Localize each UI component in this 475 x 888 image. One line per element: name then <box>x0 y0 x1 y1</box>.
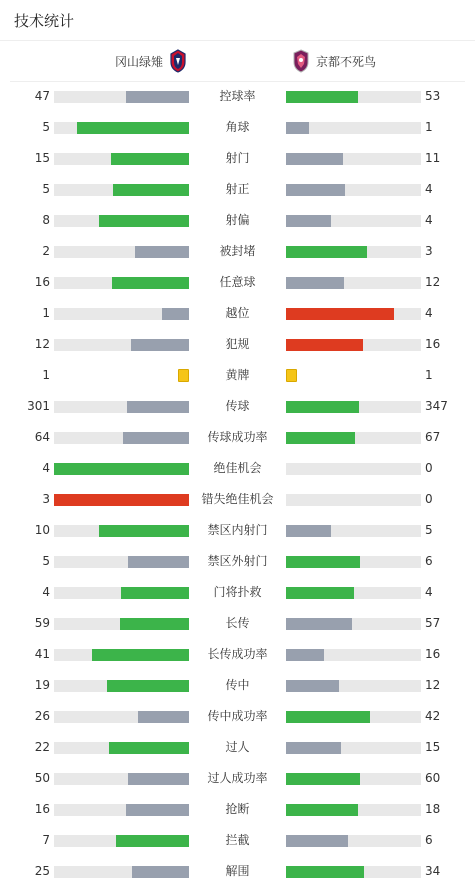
stats-header <box>0 0 475 41</box>
stat-label: 拦截 <box>225 833 250 847</box>
away-stat-bar-fill <box>286 246 367 258</box>
stat-label: 传中成功率 <box>207 709 268 723</box>
home-stat-bar <box>54 835 189 847</box>
away-stat-bar <box>286 432 421 444</box>
home-stat-value: 5 <box>42 554 50 568</box>
stat-label: 禁区内射门 <box>207 523 268 537</box>
teams-bar <box>10 41 465 82</box>
away-stat-bar-fill <box>286 866 364 878</box>
home-stat-bar <box>54 339 189 351</box>
home-stat-value: 5 <box>42 182 50 196</box>
stat-row <box>0 174 475 205</box>
stat-row <box>0 794 475 825</box>
home-stat-value: 50 <box>34 771 50 785</box>
away-stat-bar-fill <box>286 215 331 227</box>
home-team-crest-icon <box>169 49 187 73</box>
stat-label: 控球率 <box>219 89 256 103</box>
home-stat-bar-fill <box>116 835 189 847</box>
away-stat-bar-fill <box>286 432 355 444</box>
away-stat-bar-fill <box>286 153 343 165</box>
stat-row <box>0 515 475 546</box>
stat-row <box>0 236 475 267</box>
home-stat-bar-fill <box>77 122 189 134</box>
away-stat-value: 6 <box>425 554 433 568</box>
away-stat-value: 5 <box>425 523 433 537</box>
home-stat-bar <box>54 401 189 413</box>
stat-label: 射门 <box>225 151 250 165</box>
stat-label: 过人成功率 <box>207 771 268 785</box>
stat-label: 禁区外射门 <box>207 554 268 568</box>
home-team[interactable] <box>115 41 187 81</box>
home-stat-bar <box>54 866 189 878</box>
away-stat-bar <box>286 680 421 692</box>
stat-label: 角球 <box>225 120 250 134</box>
away-stat-value: 42 <box>425 709 441 723</box>
stat-row <box>0 422 475 453</box>
home-stat-bar-fill <box>113 184 189 196</box>
stat-label: 黄牌 <box>225 368 250 382</box>
away-stat-bar <box>286 835 421 847</box>
away-stat-bar-fill <box>286 835 348 847</box>
stat-row <box>0 856 475 887</box>
home-stat-value: 25 <box>34 864 50 878</box>
stat-row <box>0 701 475 732</box>
home-stat-bar <box>54 587 189 599</box>
stat-label: 抢断 <box>225 802 250 816</box>
away-stat-value: 347 <box>425 399 448 413</box>
home-stat-value: 10 <box>34 523 50 537</box>
away-stat-bar-fill <box>286 556 360 568</box>
away-stat-value: 6 <box>425 833 433 847</box>
away-stat-value: 15 <box>425 740 441 754</box>
stat-row <box>0 360 475 391</box>
home-stat-bar <box>54 680 189 692</box>
stat-label: 越位 <box>225 306 250 320</box>
home-stat-bar-fill <box>120 618 189 630</box>
home-stat-bar-fill <box>132 866 189 878</box>
away-stat-value: 1 <box>425 120 433 134</box>
home-stat-value: 3 <box>42 492 50 506</box>
stat-row <box>0 453 475 484</box>
home-stat-value: 16 <box>34 802 50 816</box>
away-stat-bar-fill <box>286 804 358 816</box>
away-stat-value: 34 <box>425 864 441 878</box>
home-stat-bar <box>54 308 189 320</box>
away-stat-bar-fill <box>286 122 309 134</box>
home-stat-bar <box>54 215 189 227</box>
home-stat-bar <box>54 277 189 289</box>
home-stat-bar-fill <box>126 91 189 103</box>
home-stat-bar-fill <box>109 742 189 754</box>
home-stat-value: 8 <box>42 213 50 227</box>
home-stat-value: 15 <box>34 151 50 165</box>
home-stat-bar <box>54 711 189 723</box>
home-stat-bar-fill <box>128 556 189 568</box>
home-stat-bar <box>54 556 189 568</box>
home-stat-bar-fill <box>112 277 189 289</box>
home-stat-value: 22 <box>34 740 50 754</box>
home-stat-value: 41 <box>34 647 50 661</box>
away-stat-bar-fill <box>286 308 394 320</box>
away-stat-bar-fill <box>286 525 331 537</box>
away-stat-value: 4 <box>425 182 433 196</box>
away-stat-value: 53 <box>425 89 441 103</box>
home-stat-bar <box>54 649 189 661</box>
stat-row <box>0 298 475 329</box>
home-stat-bar-fill <box>123 432 189 444</box>
home-stat-bar-fill <box>131 339 189 351</box>
home-yellow-card-icon <box>178 369 189 382</box>
stat-row <box>0 81 475 112</box>
stat-label: 传球成功率 <box>207 430 268 444</box>
page-title: 技术统计 <box>14 11 75 30</box>
away-stat-bar-fill <box>286 91 358 103</box>
away-stat-bar-fill <box>286 773 360 785</box>
away-stat-bar <box>286 773 421 785</box>
home-stat-bar-fill <box>126 804 189 816</box>
home-stat-bar <box>54 773 189 785</box>
stat-row <box>0 732 475 763</box>
away-stat-value: 67 <box>425 430 441 444</box>
away-stat-value: 60 <box>425 771 441 785</box>
stat-label: 错失绝佳机会 <box>201 492 274 506</box>
stat-row <box>0 546 475 577</box>
stats-list <box>0 81 475 887</box>
away-stat-bar <box>286 556 421 568</box>
home-team-name: 冈山绿雉 <box>114 54 163 69</box>
stat-label: 射偏 <box>225 213 250 227</box>
away-stat-bar <box>286 401 421 413</box>
away-stat-bar <box>286 215 421 227</box>
stat-row <box>0 143 475 174</box>
home-stat-bar-fill <box>128 773 189 785</box>
home-stat-bar <box>54 91 189 103</box>
home-stat-value: 4 <box>42 585 50 599</box>
home-stat-value: 301 <box>27 399 50 413</box>
home-stat-value: 26 <box>34 709 50 723</box>
home-stat-value: 59 <box>34 616 50 630</box>
away-stat-bar <box>286 308 421 320</box>
home-stat-value: 2 <box>42 244 50 258</box>
away-stat-bar <box>286 742 421 754</box>
home-stat-bar-fill <box>99 525 189 537</box>
away-stat-bar-fill <box>286 649 324 661</box>
home-stat-value: 5 <box>42 120 50 134</box>
home-stat-value: 7 <box>42 833 50 847</box>
away-stat-bar <box>286 153 421 165</box>
away-team-crest-icon <box>292 49 310 73</box>
away-stat-bar-fill <box>286 680 339 692</box>
home-stat-bar <box>54 742 189 754</box>
away-stat-bar <box>286 618 421 630</box>
away-stat-bar-fill <box>286 742 341 754</box>
home-stat-value: 19 <box>34 678 50 692</box>
away-stat-bar-fill <box>286 618 352 630</box>
away-stat-bar-fill <box>286 587 354 599</box>
home-stat-bar <box>54 463 189 475</box>
home-stat-bar-fill <box>54 494 189 506</box>
stat-row <box>0 825 475 856</box>
away-stat-bar <box>286 494 421 506</box>
away-stat-bar <box>286 184 421 196</box>
stat-row <box>0 763 475 794</box>
home-stat-bar <box>54 494 189 506</box>
home-stat-bar-fill <box>107 680 189 692</box>
away-stat-bar <box>286 649 421 661</box>
stat-label: 任意球 <box>219 275 256 289</box>
away-stat-bar <box>286 711 421 723</box>
away-stat-bar <box>286 525 421 537</box>
away-stat-bar <box>286 246 421 258</box>
away-yellow-card-icon <box>286 369 297 382</box>
away-stat-value: 16 <box>425 647 441 661</box>
away-stat-bar <box>286 587 421 599</box>
away-stat-value: 0 <box>425 492 433 506</box>
home-stat-value: 1 <box>42 306 50 320</box>
home-stat-value: 12 <box>34 337 50 351</box>
away-stat-bar <box>286 122 421 134</box>
home-stat-value: 64 <box>34 430 50 444</box>
home-stat-bar-fill <box>135 246 189 258</box>
stat-row <box>0 391 475 422</box>
home-stat-bar <box>54 153 189 165</box>
home-stat-bar-fill <box>54 463 189 475</box>
away-stat-bar <box>286 463 421 475</box>
home-stat-bar-fill <box>162 308 189 320</box>
stat-label: 绝佳机会 <box>213 461 262 475</box>
home-stat-bar-fill <box>121 587 189 599</box>
away-stat-value: 12 <box>425 275 441 289</box>
stat-row <box>0 205 475 236</box>
stat-row <box>0 267 475 298</box>
away-stat-bar-fill <box>286 184 345 196</box>
stat-label: 传中 <box>225 678 250 692</box>
away-stat-value: 11 <box>425 151 441 165</box>
stat-row <box>0 608 475 639</box>
stat-row <box>0 484 475 515</box>
home-stat-value: 4 <box>42 461 50 475</box>
away-stat-value: 57 <box>425 616 441 630</box>
home-stat-bar <box>54 122 189 134</box>
away-stat-value: 1 <box>425 368 433 382</box>
away-team-name: 京都不死鸟 <box>316 54 377 69</box>
stat-label: 传球 <box>225 399 250 413</box>
stat-row <box>0 112 475 143</box>
away-stat-bar-fill <box>286 277 344 289</box>
stat-row <box>0 670 475 701</box>
away-stat-value: 16 <box>425 337 441 351</box>
away-stat-bar-fill <box>286 711 370 723</box>
away-stat-value: 4 <box>425 306 433 320</box>
away-stat-bar-fill <box>286 339 363 351</box>
stat-label: 长传成功率 <box>207 647 268 661</box>
away-stat-value: 0 <box>425 461 433 475</box>
away-team[interactable] <box>292 41 376 81</box>
stat-label: 门将扑救 <box>213 585 262 599</box>
home-stat-bar-fill <box>138 711 189 723</box>
home-stat-bar-fill <box>127 401 189 413</box>
home-stat-value: 1 <box>42 368 50 382</box>
home-stat-bar <box>54 618 189 630</box>
stat-row <box>0 329 475 360</box>
away-stat-bar <box>286 91 421 103</box>
home-stat-bar <box>54 432 189 444</box>
home-stat-bar <box>54 184 189 196</box>
home-stat-bar-fill <box>99 215 189 227</box>
stat-label: 射正 <box>225 182 250 196</box>
home-stat-bar <box>54 525 189 537</box>
away-stat-value: 3 <box>425 244 433 258</box>
stat-label: 被封堵 <box>219 244 256 258</box>
stat-row <box>0 577 475 608</box>
home-stat-value: 16 <box>34 275 50 289</box>
away-stat-bar <box>286 866 421 878</box>
home-stat-bar <box>54 804 189 816</box>
away-stat-value: 18 <box>425 802 441 816</box>
away-stat-bar <box>286 339 421 351</box>
stat-row <box>0 639 475 670</box>
home-stat-bar <box>54 246 189 258</box>
away-stat-value: 4 <box>425 585 433 599</box>
home-stat-bar-fill <box>111 153 189 165</box>
away-stat-value: 12 <box>425 678 441 692</box>
away-stat-bar <box>286 804 421 816</box>
home-stat-bar-fill <box>92 649 189 661</box>
stat-label: 长传 <box>225 616 250 630</box>
home-stat-value: 47 <box>34 89 50 103</box>
stat-label: 解围 <box>225 864 250 878</box>
stat-label: 过人 <box>225 740 250 754</box>
stat-label: 犯规 <box>225 337 250 351</box>
away-stat-value: 4 <box>425 213 433 227</box>
away-stat-bar-fill <box>286 401 359 413</box>
away-stat-bar <box>286 277 421 289</box>
